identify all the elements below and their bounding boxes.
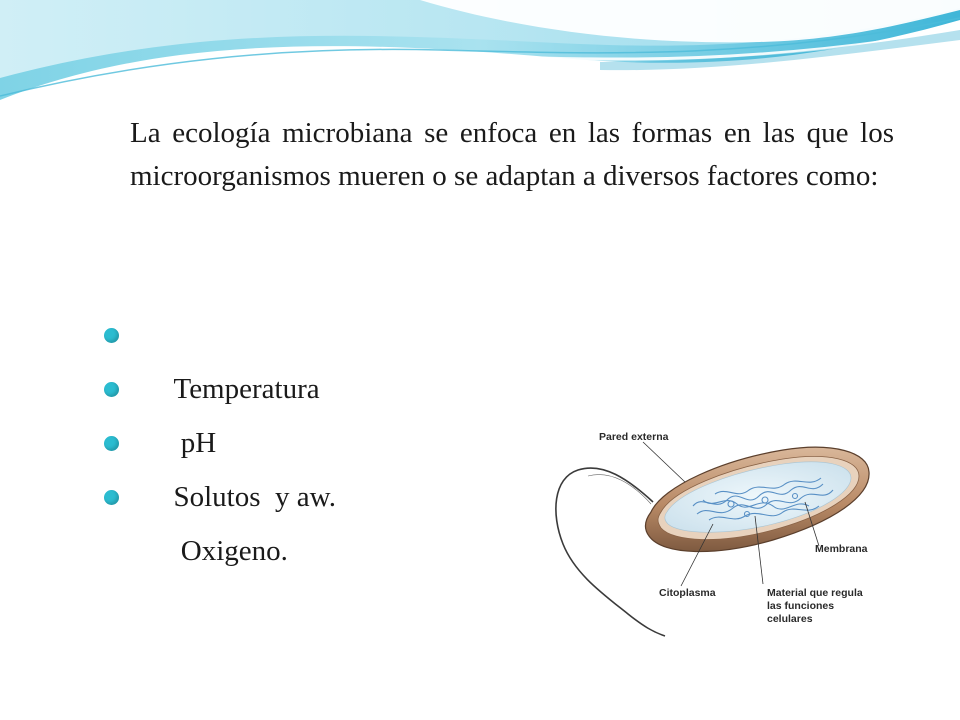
- intro-paragraph: [130, 112, 894, 198]
- list-item: [100, 416, 336, 513]
- label-pared-externa: Pared externa: [599, 431, 669, 443]
- bacterium-illustration: [533, 424, 903, 642]
- list-item: [100, 308, 336, 405]
- label-material-line1: Material que regula: [767, 587, 863, 599]
- header-wave-decoration: [0, 0, 960, 130]
- label-material-line3: celulares: [767, 613, 813, 625]
- intro-text: La ecología microbiana se enfoca en las formas en las que los microorganismos mueren o se adaptan a diversos factores como:: [130, 117, 894, 192]
- flagellum-shape: [556, 468, 665, 636]
- label-citoplasma: Citoplasma: [659, 587, 716, 599]
- factors-list: [100, 308, 336, 567]
- bacterium-diagram: [533, 424, 903, 642]
- label-material-line2: las funciones: [767, 600, 835, 612]
- bullet-dot-icon: [104, 382, 119, 397]
- bullet-dot-icon: [104, 436, 119, 451]
- list-item-text: pH: [173, 427, 217, 459]
- bullet-dot-icon: [104, 490, 119, 505]
- label-membrana: Membrana: [815, 543, 868, 555]
- list-item-text: Solutos y aw.: [173, 481, 336, 513]
- bullet-dot-icon: [104, 328, 119, 343]
- list-item: [100, 362, 336, 459]
- list-item-text: Temperatura: [173, 373, 320, 405]
- list-item-text: Oxigeno.: [173, 535, 288, 567]
- list-item: [100, 470, 336, 567]
